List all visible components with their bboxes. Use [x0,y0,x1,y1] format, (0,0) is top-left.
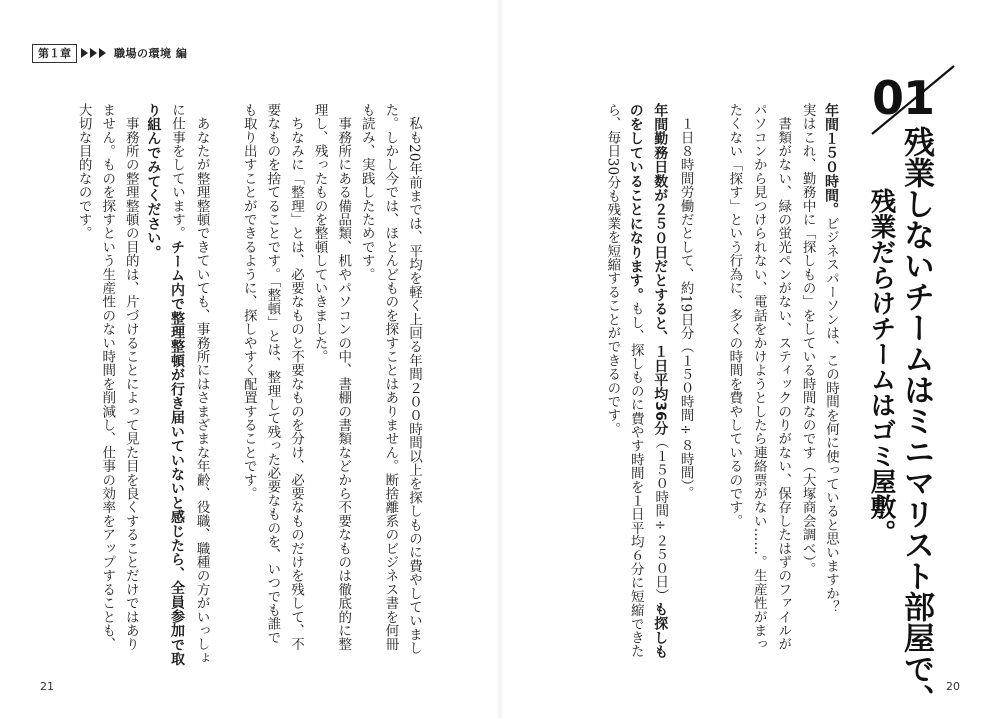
bold-text: 年間勤務日数が２５０日だとすると、１日平均36分 [652,103,669,436]
body-text: 事務所の整理整頓の目的は、片づけることによって見た目を良くすることだけではあり [122,103,139,651]
section-number: 01 [872,71,935,125]
bold-text: のをしていることになります。 [627,103,644,302]
body-text: （１５０時間÷２５０日） [652,435,669,603]
right-page-column [651,103,667,659]
left-page-column [121,103,137,651]
right-page-column [798,103,814,576]
left-page-column [144,103,160,259]
body-text: １日８時間労働だとして、約19日分（１５０時間÷８時間）。 [677,103,694,500]
page-number-left: 21 [40,680,54,693]
body-text: ら、毎日30分も残業を短縮することができるのです。 [604,103,621,436]
section-title-line-2: 残業だらけチームはゴミ屋敷。 [866,188,897,545]
bold-text: チーム内で整理整頓が行き届いていないと感じたら、全員参加で取 [169,240,185,666]
left-page-column [97,103,116,651]
body-text: たくない「探す」という行為に、多くの時間を費やしているのです。 [726,103,743,528]
chapter-section-label: 職場の環境 編 [114,47,188,60]
bold-text: も探しも [652,602,669,660]
right-page-column [627,103,643,658]
body-text: も読み、実践したためです。 [358,103,375,282]
right-page-column [602,103,621,436]
body-text: 私も20年前までは、平均を軽く上回る年間２００時間以上を探しものに費やしていまし [406,103,422,655]
body-text: 書類がない、緑の蛍光ペンがない、スティックのりがない、保存したはずのファイルが [775,103,792,651]
body-text: も取り出すことができるように、探しやすく配置することです。 [240,103,257,501]
body-text: に仕事をしています。 [169,103,185,240]
chapter-label: 第１章 [32,44,77,63]
left-page-column [357,103,373,281]
left-page-column [168,103,184,666]
left-page-column [310,103,326,363]
left-page-column [239,103,255,500]
right-page-column [676,103,692,500]
body-text: 要なものを捨てることです。「整頓」とは、整理して残った必要なものを、いつでも誰で [264,103,281,645]
left-page-column [404,103,420,655]
body-text: 実はこれ、勤務中に「探しもの」をしている時間なのです（大塚商会調べ）。 [799,103,816,576]
section-title-line-1: 残業しないチームはミニマリスト部屋で、 [898,126,934,715]
body-text: ません。ものを探すという生産性のない時間を削減し、仕事の効率をアップすることも、 [99,103,116,651]
bold-text: り組んでみてください。 [145,103,162,260]
left-page-column [262,103,281,645]
chapter-header [32,43,187,63]
right-page-column [724,103,743,528]
body-text: 事務所にある備品類、机やパソコンの中、書棚の書類などから不要なものは徹底的に整 [335,103,352,651]
right-page-column [822,103,838,614]
triple-arrow-icon [81,48,108,58]
right-page-column [773,103,792,651]
body-text: パソコンから見つけられない、電話をかけようとしたら連絡票がない……。生産性がまっ [750,103,767,651]
left-page-column [333,103,352,651]
body-text: 理し、残ったものを整頓していきました。 [311,103,328,364]
left-page-column [286,103,302,651]
body-text: 大切な目的なのです。 [75,103,92,240]
body-text: ちなみに「整理」とは、必要なものと不要なものを分け、必要なものだけを残して、不 [288,103,304,651]
body-text: もし、探しものに費やす時間を１日平均６分に短縮できた [627,301,644,659]
left-page-column [380,103,399,651]
book-gutter [496,0,504,718]
left-page-column [192,103,208,665]
body-text: ビジネスパーソンは、この時間を何に使っていると思いますか？ [823,216,839,614]
left-page-column [74,103,90,240]
bold-text: 年間１５０時間。 [823,103,839,217]
body-text: あなたが整理整頓できていても、事務所にはさまざまな年齢、役職、職種の方がいっしょ [193,103,210,665]
body-text: た。しかし今では、ほとんどものを探すことはありません。断捨離系のビジネス書を何冊 [382,103,399,651]
page-number-right: 20 [946,680,960,693]
right-page-column [749,103,765,651]
